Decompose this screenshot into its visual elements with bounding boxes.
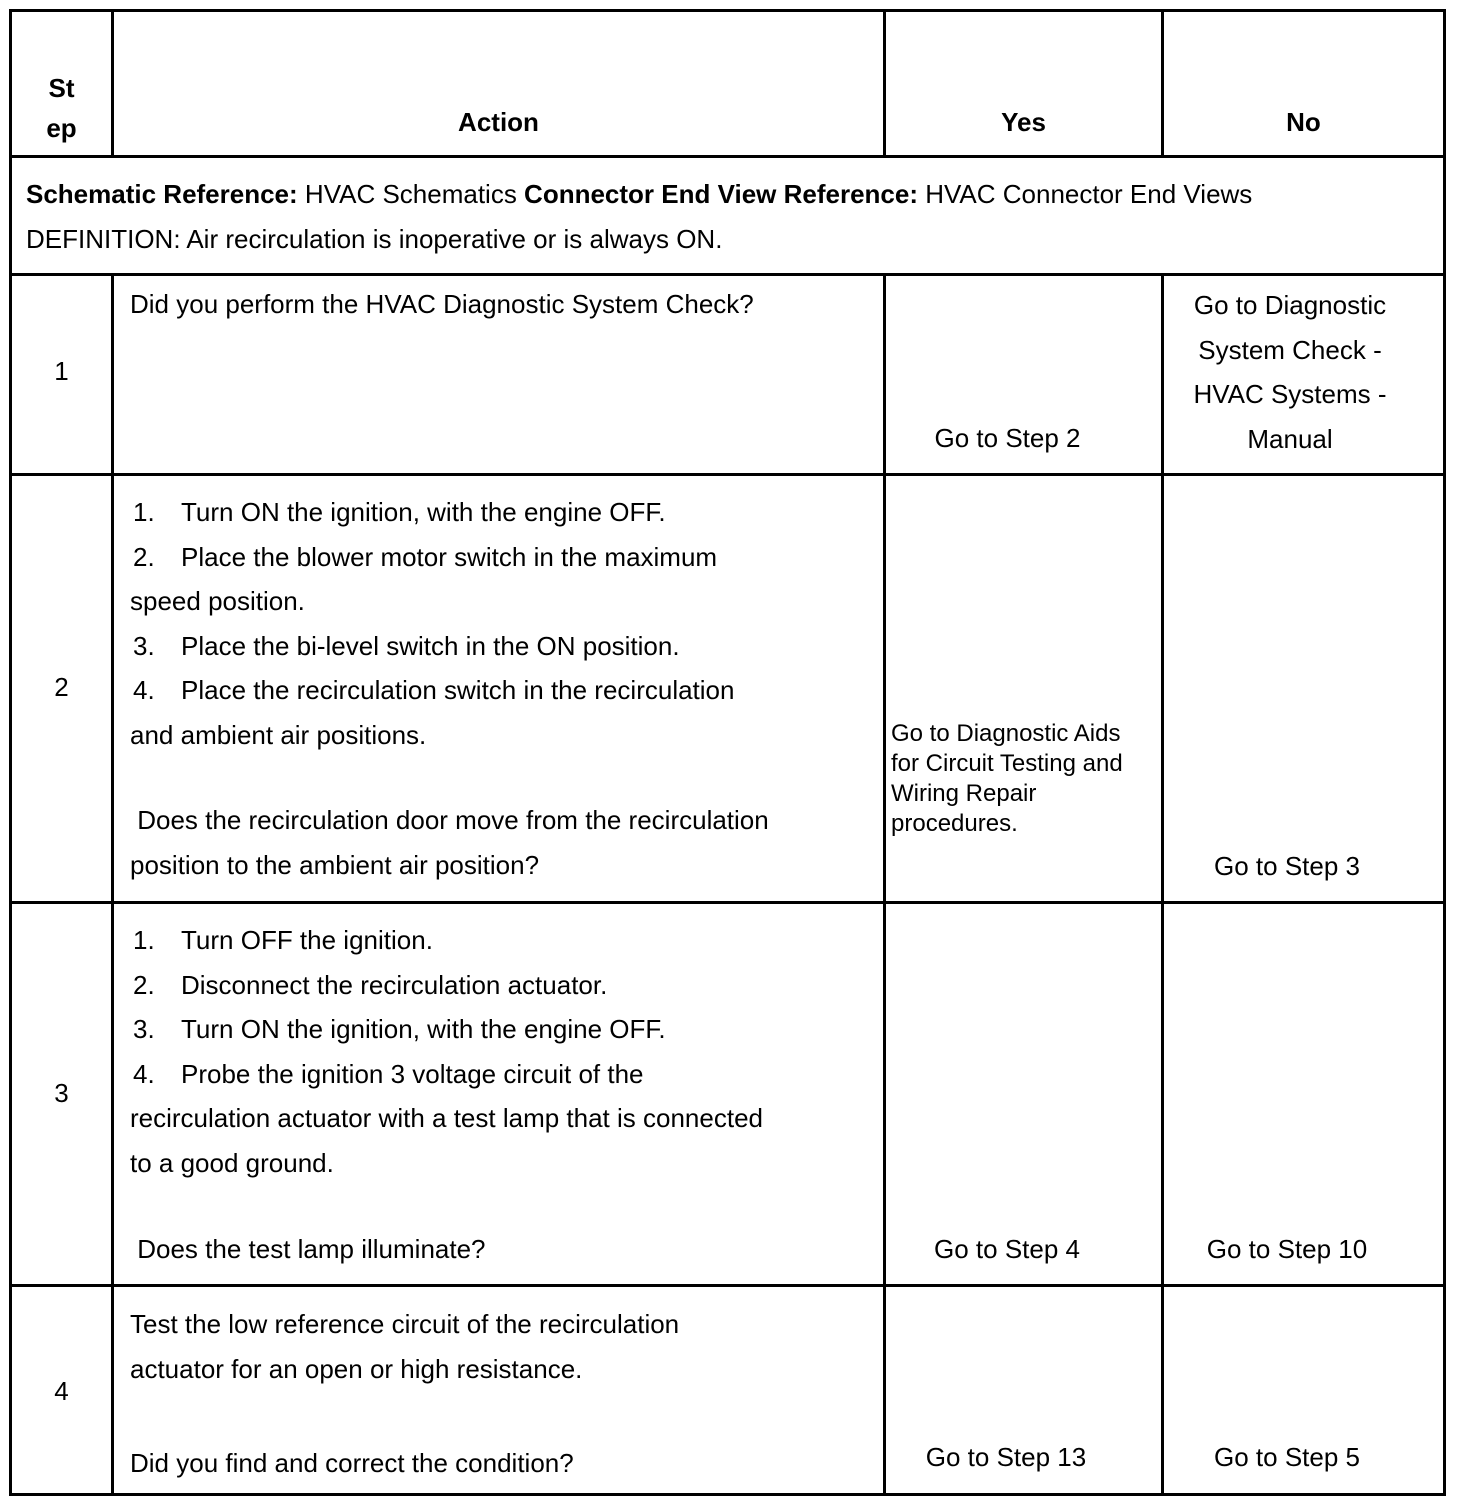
list-item: 3. Place the bi-level switch in the ON position. (133, 630, 680, 661)
table-border-header (9, 155, 1446, 158)
reference-line (26, 179, 1252, 209)
table-border-row2 (9, 901, 1446, 904)
list-item: 2. Disconnect the recirculation actuator. (133, 969, 608, 1000)
action-list (130, 490, 734, 757)
list-item-continuation: and ambient air positions. (130, 719, 427, 750)
no-link[interactable]: Go to Diagnostic System Check - HVAC Systems - Manual (1193, 290, 1387, 454)
list-item: 3. Turn ON the ignition, with the engine OFF. (133, 1014, 666, 1044)
yes-link[interactable]: Go to Diagnostic Aids for Circuit Testing and Wiring Repair procedures. (891, 720, 1123, 837)
list-item-continuation: recirculation actuator with a test lamp that is connected (130, 1103, 763, 1133)
schematic-reference-link[interactable]: HVAC Schematics (297, 179, 525, 209)
header-no: No (1286, 107, 1321, 137)
action-question: Did you find and correct the condition? (130, 1448, 574, 1478)
action-question: Does the test lamp illuminate? (130, 1234, 486, 1264)
schematic-reference-label: Schematic Reference: (26, 179, 298, 209)
step-number: 1 (54, 356, 69, 386)
list-item: 2. Place the blower motor switch in the maximum (133, 541, 718, 572)
connector-reference-link[interactable]: HVAC Connector End Views (918, 179, 1253, 209)
list-item: 4. Place the recirculation switch in the recirculation (133, 675, 735, 705)
list-item: 1. Turn OFF the ignition. (133, 925, 433, 955)
table-border-left (9, 9, 12, 1496)
list-item: 1. Turn ON the ignition, with the engine OFF. (133, 497, 666, 527)
list-item-continuation: to a good ground. (130, 1147, 334, 1178)
table-border-reference (9, 273, 1446, 276)
table-border-row1 (9, 473, 1446, 476)
column-divider-step (111, 273, 114, 1496)
action-text: Test the low reference circuit of the recirculation actuator for an open or high resistance. (130, 1309, 680, 1384)
column-divider-action (883, 273, 886, 1496)
step-number: 3 (54, 1078, 69, 1108)
list-item-continuation: speed position. (130, 586, 305, 616)
table-border-row3 (9, 1284, 1446, 1287)
no-link[interactable]: Go to Step 5 (1214, 1442, 1360, 1472)
no-link[interactable]: Go to Step 10 (1206, 1234, 1368, 1264)
yes-link[interactable]: Go to Step 13 (925, 1442, 1087, 1472)
table-border-bottom (9, 1493, 1446, 1496)
step-number: 2 (54, 672, 69, 702)
list-item: 4. Probe the ignition 3 voltage circuit of the (133, 1058, 644, 1089)
header-step: St ep (46, 73, 77, 143)
no-link[interactable]: Go to Step 3 (1214, 851, 1360, 881)
definition-text: DEFINITION: Air recirculation is inoperative or is always ON. (26, 224, 723, 254)
header-action: Action (458, 107, 539, 137)
yes-link[interactable]: Go to Step 4 (934, 1234, 1080, 1264)
table-border-right (1443, 9, 1446, 1496)
action-list (130, 918, 763, 1185)
action-text: Did you perform the HVAC Diagnostic System Check? (130, 289, 754, 319)
action-question: Does the recirculation door move from the recirculation position to the ambient air position? (130, 805, 769, 880)
connector-reference-label: Connector End View Reference: (524, 179, 918, 209)
table-border-top (9, 9, 1446, 12)
header-yes: Yes (1001, 107, 1046, 137)
step-number: 4 (54, 1376, 69, 1406)
yes-link[interactable]: Go to Step 2 (934, 423, 1081, 453)
